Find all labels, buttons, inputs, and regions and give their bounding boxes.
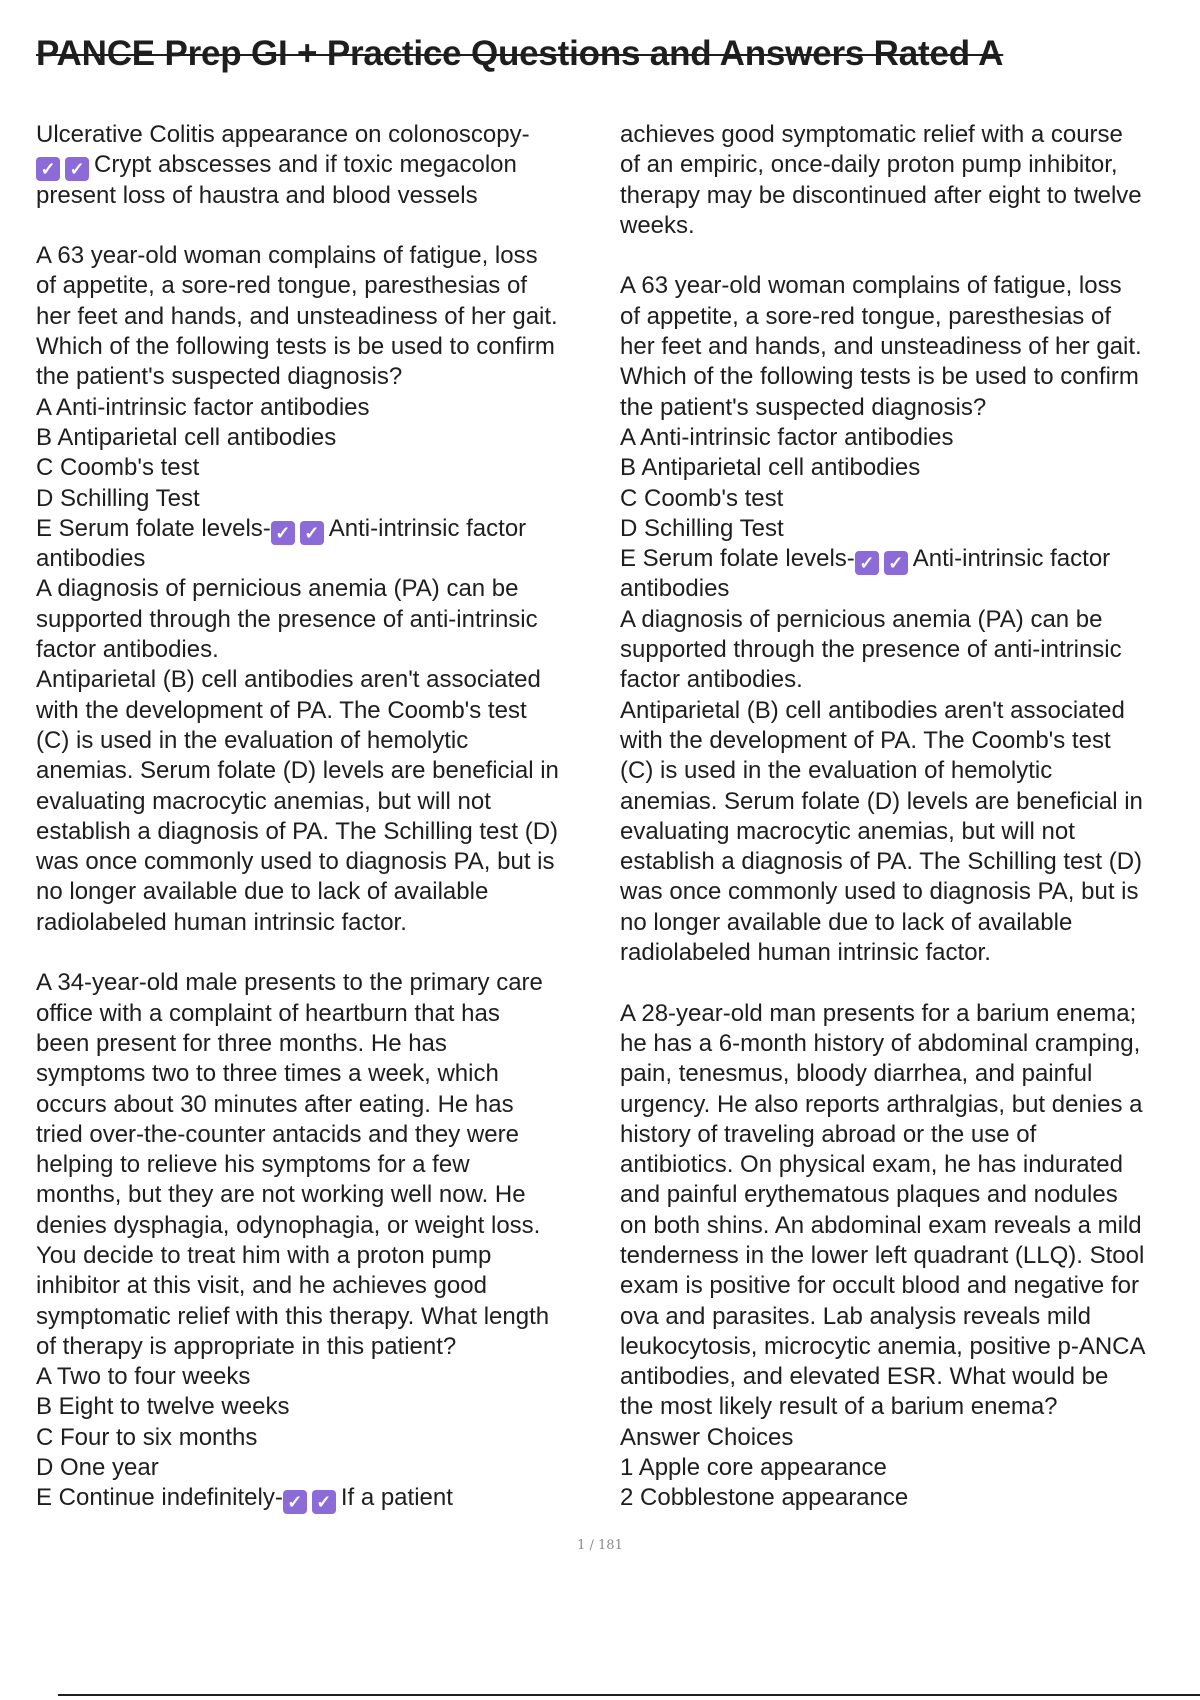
hb-question: months, but they are not working well now. He <box>36 1181 526 1209</box>
hb-question: symptomatic relief with this therapy. What length <box>36 1302 550 1330</box>
be-choice-1: 1 Apple core appearance <box>620 1454 887 1482</box>
pa-explanation: (C) is used in the evaluation of hemolytic <box>36 726 469 754</box>
pa-explanation: radiolabeled human intrinsic factor. <box>620 939 991 967</box>
pa-answer: Anti-intrinsic factor <box>328 514 527 542</box>
hb-question: of therapy is appropriate in this patient? <box>36 1332 457 1360</box>
hb-choice-e-text: E Continue indefinitely- <box>36 1484 283 1512</box>
hb-choice-c: C Four to six months <box>36 1423 258 1451</box>
pa-choice-e-text: E Serum folate levels- <box>620 545 855 573</box>
page-number: 1 / 181 <box>577 1538 623 1553</box>
uc-answer-text: Crypt abscesses and if toxic megacolon <box>94 151 517 179</box>
be-question: the most likely result of a barium enema? <box>620 1393 1058 1421</box>
pa-answer: Anti-intrinsic factor <box>912 545 1111 573</box>
pa-explanation: Antiparietal (B) cell antibodies aren't associated <box>36 666 541 694</box>
pa-explanation: A diagnosis of pernicious anemia (PA) can be <box>36 575 519 603</box>
pa-choice-e-text: E Serum folate levels- <box>36 514 271 542</box>
pa-explanation: was once commonly used to diagnosis PA, but is <box>36 848 555 876</box>
checkmark-icon: ✓ <box>300 521 324 545</box>
checkmark-icon: ✓ <box>855 551 879 575</box>
hb-choice-a: A Two to four weeks <box>36 1363 251 1391</box>
pa-explanation: anemias. Serum folate (D) levels are beneficial in <box>620 787 1143 815</box>
hb-question: tried over-the-counter antacids and they were <box>36 1120 519 1148</box>
pa-answer: antibodies <box>620 575 730 603</box>
pa-explanation: no longer available due to lack of available <box>620 908 1073 936</box>
pa-explanation: factor antibodies. <box>620 666 803 694</box>
footer-divider <box>58 1694 1200 1696</box>
pa-choice-c: C Coomb's test <box>620 484 784 512</box>
pa-choice-a: A Anti-intrinsic factor antibodies <box>620 423 954 451</box>
hb-question: inhibitor at this visit, and he achieves good <box>36 1272 487 1300</box>
pa-choice-b: B Antiparietal cell antibodies <box>620 454 921 482</box>
be-question: on both shins. An abdominal exam reveals a mild <box>620 1211 1142 1239</box>
checkmark-icon: ✓ <box>271 521 295 545</box>
pa-question: A 63 year-old woman complains of fatigue, loss <box>620 272 1122 300</box>
pa-explanation: supported through the presence of anti-intrinsic <box>620 636 1122 664</box>
be-question: leukocytosis, microcytic anemia, positive p-ANCA <box>620 1332 1146 1360</box>
pa-answer: antibodies <box>36 545 146 573</box>
hb-answer: therapy may be discontinued after eight to twelve <box>620 181 1142 209</box>
hb-answer: If a patient <box>340 1484 453 1512</box>
pa-explanation: with the development of PA. The Coomb's test <box>36 696 527 724</box>
pa-explanation: was once commonly used to diagnosis PA, but is <box>620 878 1139 906</box>
pa-choice-a: A Anti-intrinsic factor antibodies <box>36 393 370 421</box>
uc-answer-text: present loss of haustra and blood vessels <box>36 181 478 209</box>
pa-question: Which of the following tests is be used to confirm <box>36 333 555 361</box>
be-question: antibiotics. On physical exam, he has indurated <box>620 1151 1123 1179</box>
pa-explanation: no longer available due to lack of available <box>36 878 489 906</box>
checkmark-icon: ✓ <box>312 1490 336 1514</box>
hb-choice-d: D One year <box>36 1454 159 1482</box>
hb-answer: weeks. <box>620 211 695 239</box>
pa-explanation: with the development of PA. The Coomb's test <box>620 726 1111 754</box>
pa-explanation: factor antibodies. <box>36 636 219 664</box>
be-question: and painful erythematous plaques and nodules <box>620 1181 1118 1209</box>
pa-explanation: evaluating macrocytic anemias, but will not <box>36 787 491 815</box>
pa-choice-e <box>36 514 616 544</box>
checkmark-icon: ✓ <box>36 157 60 181</box>
right-column <box>620 120 1200 1514</box>
be-question: tenderness in the lower left quadrant (LLQ). Stool <box>620 1241 1145 1269</box>
pa-explanation: evaluating macrocytic anemias, but will not <box>620 817 1075 845</box>
be-question: urgency. He also reports arthralgias, but denies a <box>620 1090 1143 1118</box>
hb-question: office with a complaint of heartburn that has <box>36 999 500 1027</box>
pa-question: her feet and hands, and unsteadiness of her gait. <box>36 302 558 330</box>
pa-explanation: Antiparietal (B) cell antibodies aren't associated <box>620 696 1125 724</box>
pa-explanation: supported through the presence of anti-intrinsic <box>36 605 538 633</box>
checkmark-icon: ✓ <box>283 1490 307 1514</box>
pa-question: A 63 year-old woman complains of fatigue, loss <box>36 242 538 270</box>
pa-question: the patient's suspected diagnosis? <box>36 363 403 391</box>
pa-choice-d: D Schilling Test <box>620 514 784 542</box>
pa-choice-c: C Coomb's test <box>36 454 200 482</box>
uc-answer-line <box>36 150 616 180</box>
pa-explanation: A diagnosis of pernicious anemia (PA) can be <box>620 605 1103 633</box>
pa-choice-b: B Antiparietal cell antibodies <box>36 423 337 451</box>
hb-question: symptoms two to three times a week, which <box>36 1060 499 1088</box>
uc-question: Ulcerative Colitis appearance on colonoscopy- <box>36 121 530 148</box>
be-question: history of traveling abroad or the use of <box>620 1120 1037 1148</box>
checkmark-icon: ✓ <box>65 157 89 181</box>
hb-question: occurs about 30 minutes after eating. He has <box>36 1090 514 1118</box>
hb-question: been present for three months. He has <box>36 1029 447 1057</box>
be-choice-2: 2 Cobblestone appearance <box>620 1484 909 1512</box>
pa-explanation: (C) is used in the evaluation of hemolytic <box>620 757 1053 785</box>
hb-choice-b: B Eight to twelve weeks <box>36 1393 290 1421</box>
be-question: A 28-year-old man presents for a barium enema; <box>620 999 1137 1027</box>
checkmark-icon: ✓ <box>884 551 908 575</box>
pa-question: her feet and hands, and unsteadiness of her gait. <box>620 333 1142 361</box>
pa-explanation: establish a diagnosis of PA. The Schilling test (D) <box>36 817 559 845</box>
pa-explanation: anemias. Serum folate (D) levels are beneficial in <box>36 757 559 785</box>
pa-question: Which of the following tests is be used to confirm <box>620 363 1139 391</box>
be-question: pain, tenesmus, bloody diarrhea, and painful <box>620 1060 1093 1088</box>
be-answer-choices-label: Answer Choices <box>620 1423 794 1451</box>
pa-question: of appetite, a sore-red tongue, paresthesias of <box>36 272 527 300</box>
hb-answer: achieves good symptomatic relief with a course <box>620 121 1123 148</box>
pa-question: the patient's suspected diagnosis? <box>620 393 987 421</box>
be-question: antibodies, and elevated ESR. What would be <box>620 1363 1109 1391</box>
be-question: ova and parasites. Lab analysis reveals mild <box>620 1302 1091 1330</box>
pa-explanation: radiolabeled human intrinsic factor. <box>36 908 407 936</box>
hb-choice-e <box>36 1483 616 1513</box>
pa-question: of appetite, a sore-red tongue, paresthesias of <box>620 302 1111 330</box>
be-question: exam is positive for occult blood and negative for <box>620 1272 1139 1300</box>
hb-question: You decide to treat him with a proton pump <box>36 1241 492 1269</box>
document-title: PANCE Prep GI + Practice Questions and Answers Rated A <box>36 34 1004 73</box>
hb-question: A 34-year-old male presents to the primary care <box>36 969 543 997</box>
pa-choice-d: D Schilling Test <box>36 484 200 512</box>
pa-explanation: establish a diagnosis of PA. The Schilling test (D) <box>620 848 1143 876</box>
hb-question: denies dysphagia, odynophagia, or weight loss. <box>36 1211 541 1239</box>
hb-question: helping to relieve his symptoms for a few <box>36 1151 470 1179</box>
be-question: he has a 6-month history of abdominal cramping, <box>620 1029 1141 1057</box>
hb-answer: of an empiric, once-daily proton pump inhibitor, <box>620 151 1118 179</box>
left-column <box>36 120 616 1514</box>
pa-choice-e <box>620 544 1200 574</box>
